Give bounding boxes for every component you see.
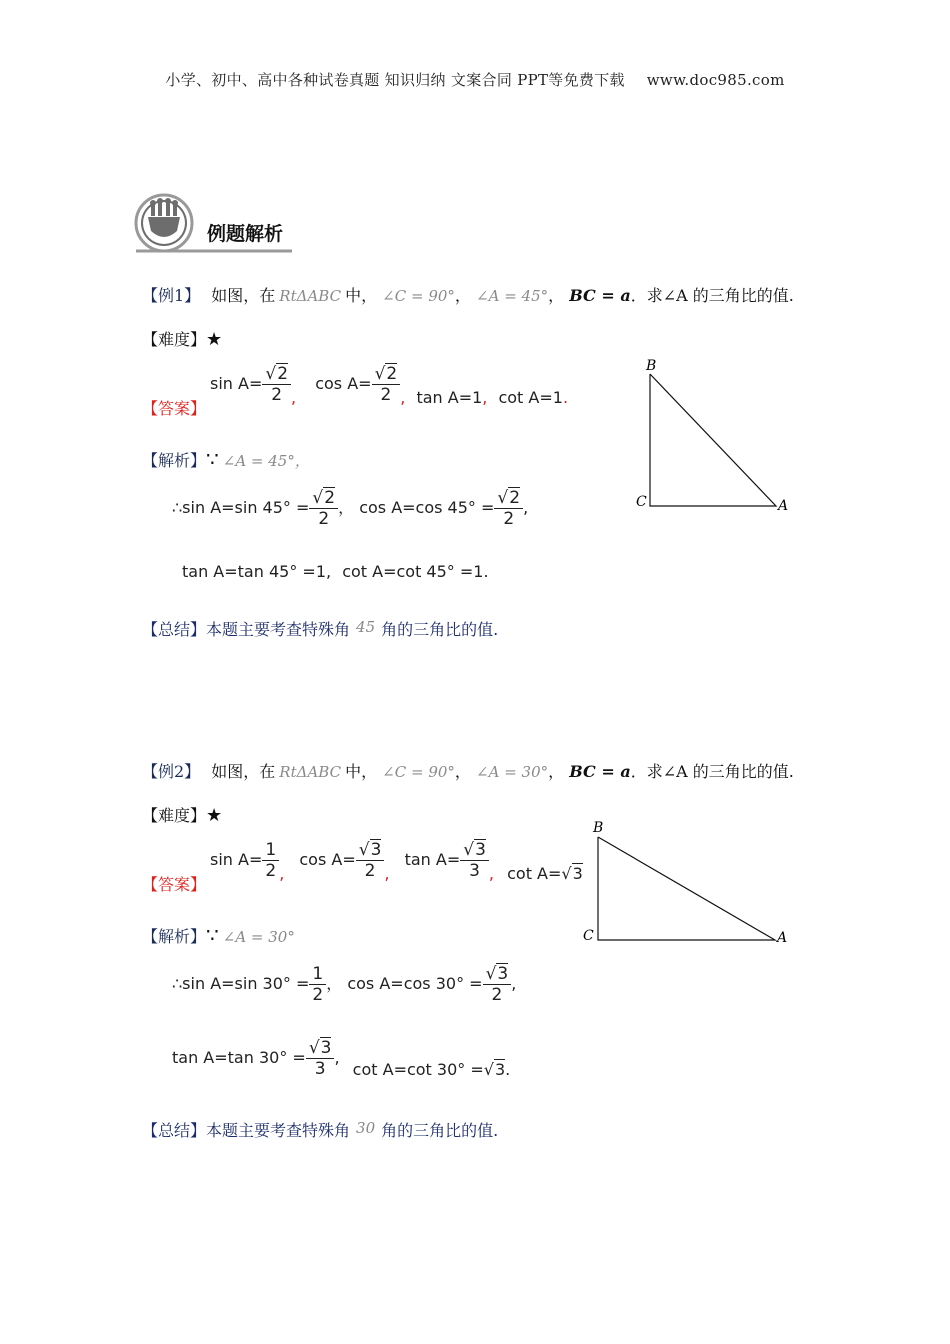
page-header bbox=[0, 69, 950, 90]
ex2-answer-label: 【答案】 bbox=[142, 875, 207, 894]
ex1-answer: sin A= $\frac{√2}{2}$ , cos A= $\frac{√2}{2}$ , tan A=1, cot A=1. bbox=[210, 364, 569, 407]
ex2-vertex-c: C bbox=[583, 928, 594, 944]
ex1-solution-line1: ∴sin A=sin 45° = $\frac{√2}{2}$ ， cos A=cos 45° = $\frac{√2}{2}$ , bbox=[172, 488, 529, 529]
ex2-summary: 【总结】本题主要考查特殊角 30 角的三角比的值. bbox=[142, 1119, 499, 1140]
header-text: 小学、初中、高中各种试卷真题 知识归纳 文案合同 PPT等免费下载 bbox=[165, 71, 625, 89]
ex1-difficulty: 【难度】★ bbox=[142, 329, 223, 350]
ex1-vertex-b: B bbox=[646, 358, 657, 374]
ex2-triangle-figure bbox=[575, 812, 795, 952]
ex1-tag: 【例1】 bbox=[142, 286, 201, 305]
ex1-vertex-a: A bbox=[778, 498, 789, 514]
ex2-analysis-label: 【解析】∵ ∠A = 30° bbox=[142, 923, 295, 947]
star-icon: ★ bbox=[206, 805, 223, 826]
ex2-vertex-b: B bbox=[593, 820, 604, 836]
star-icon: ★ bbox=[206, 329, 223, 350]
ex1-answer-label: 【答案】 bbox=[142, 399, 207, 418]
header-url[interactable]: www.doc985.com bbox=[646, 71, 785, 89]
ex1-summary: 【总结】本题主要考查特殊角 45 角的三角比的值. bbox=[142, 618, 499, 639]
ex2-solution-line1: ∴sin A=sin 30° = $\frac{1}{2}$ ， cos A=cos 30° = $\frac{√3}{2}$ , bbox=[172, 964, 517, 1005]
ex2-question: 【例2】 如图，在 RtΔABC 中， ∠C = 90°， ∠A = 30°， BC = a．求∠A 的三角比的值. bbox=[142, 762, 794, 781]
ex1-vertex-c: C bbox=[636, 494, 647, 510]
ex2-tag: 【例2】 bbox=[142, 762, 201, 781]
ex2-answer: sin A= $\frac{1}{2}$ , cos A= $\frac{√3}{2}$ , tan A= $\frac{√3}{3}$ , cot A=√3 bbox=[210, 840, 583, 883]
ex1-analysis-label: 【解析】∵ ∠A = 45°， bbox=[142, 447, 310, 471]
ex2-difficulty: 【难度】★ bbox=[142, 805, 223, 826]
ex2-vertex-a: A bbox=[777, 930, 788, 946]
ex1-triangle-figure bbox=[630, 350, 800, 520]
ex2-solution-line2: tan A=tan 30° = $\frac{√3}{3}$ , cot A=cot 30° =√3. bbox=[172, 1038, 511, 1079]
ex1-question: 【例1】 如图，在 RtΔABC 中， ∠C = 90°， ∠A = 45°， BC = a．求∠A 的三角比的值. bbox=[142, 286, 794, 305]
section-title: 例题解析 bbox=[207, 223, 284, 245]
ex1-solution-line2: tan A=tan 45° =1, cot A=cot 45° =1. bbox=[182, 562, 489, 581]
